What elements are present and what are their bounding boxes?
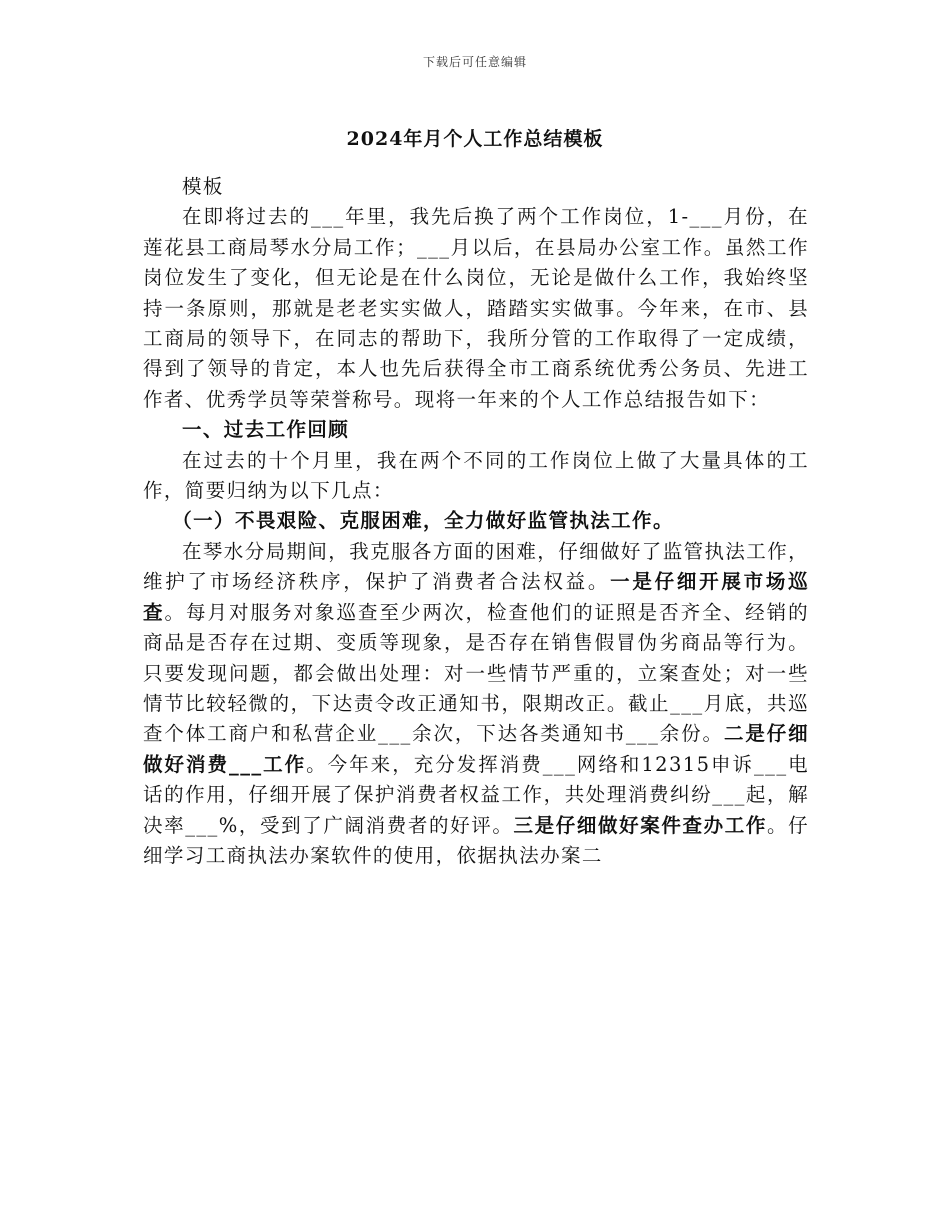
paragraph-text: 。每月对服务对象巡查至少两次，检查他们的证照是否齐全、经销的商品是否存在过期、变质等现象，是否存在销售假冒伪劣商品等行为。只要发现问题，都会做出处理：对一些情节严重的，立案查处；对一些情节比较轻微的，下达责令改正通知书，限期改正。截止___月底，共巡查个体工商户和私营企业___余次，下达各类通知书___余份。 (143, 600, 809, 746)
template-label: 模板 (182, 175, 224, 198)
section-intro-paragraph: 在过去的十个月里，我在两个不同的工作岗位上做了大量具体的工作，简要归纳为以下几点： (143, 448, 809, 503)
document-title: 2024年月个人工作总结模板 (346, 128, 604, 150)
paragraph-text: 。今年来，充分发挥消费___网络和12315申诉___电话的作用，仔细开展了保护消费者权益工作，共处理消费纠纷___起，解决率___%，受到了广阔消费者的好评。 (143, 752, 809, 837)
paragraph-text: 。仔细学习工商执法办案软件的使用，依据执法办案二 (143, 813, 809, 867)
bold-phrase-market-patrol: 一是仔细开展市场巡查 (143, 570, 809, 624)
intro-paragraph: 在即将过去的___年里，我先后换了两个工作岗位，1-___月份，在莲花县工商局琴水分局工作；___月以后，在县局办公室工作。虽然工作岗位发生了变化，但无论是在什么岗位，无论是做什么工作，我始终坚持一条原则，那就是老老实实做人，踏踏实实做事。今年来，在市、县工商局的领导下，在同志的帮助下，我所分管的工作取得了一定成绩，得到了领导的肯定，本人也先后获得全市工商系统优秀公务员、先进工作者、优秀学员等荣誉称号。现将一年来的个人工作总结报告如下： (143, 205, 809, 411)
section-heading: 一、过去工作回顾 (182, 418, 350, 442)
bold-phrase-case-handling: 三是仔细做好案件查办工作 (513, 813, 767, 837)
bold-phrase-consumer-work: 二是仔细做好消费___工作 (143, 722, 809, 776)
subsection-paragraph (143, 537, 809, 871)
subsection-heading: （一）不畏艰险、克服困难，全力做好监管执法工作。 (172, 509, 674, 533)
document-body (143, 172, 809, 871)
paragraph-text: 在琴水分局期间，我克服各方面的困难，仔细做好了监管执法工作，维护了市场经济秩序，保护了消费者合法权益。 (143, 539, 810, 594)
header-note: 下载后可任意编辑 (422, 55, 527, 69)
